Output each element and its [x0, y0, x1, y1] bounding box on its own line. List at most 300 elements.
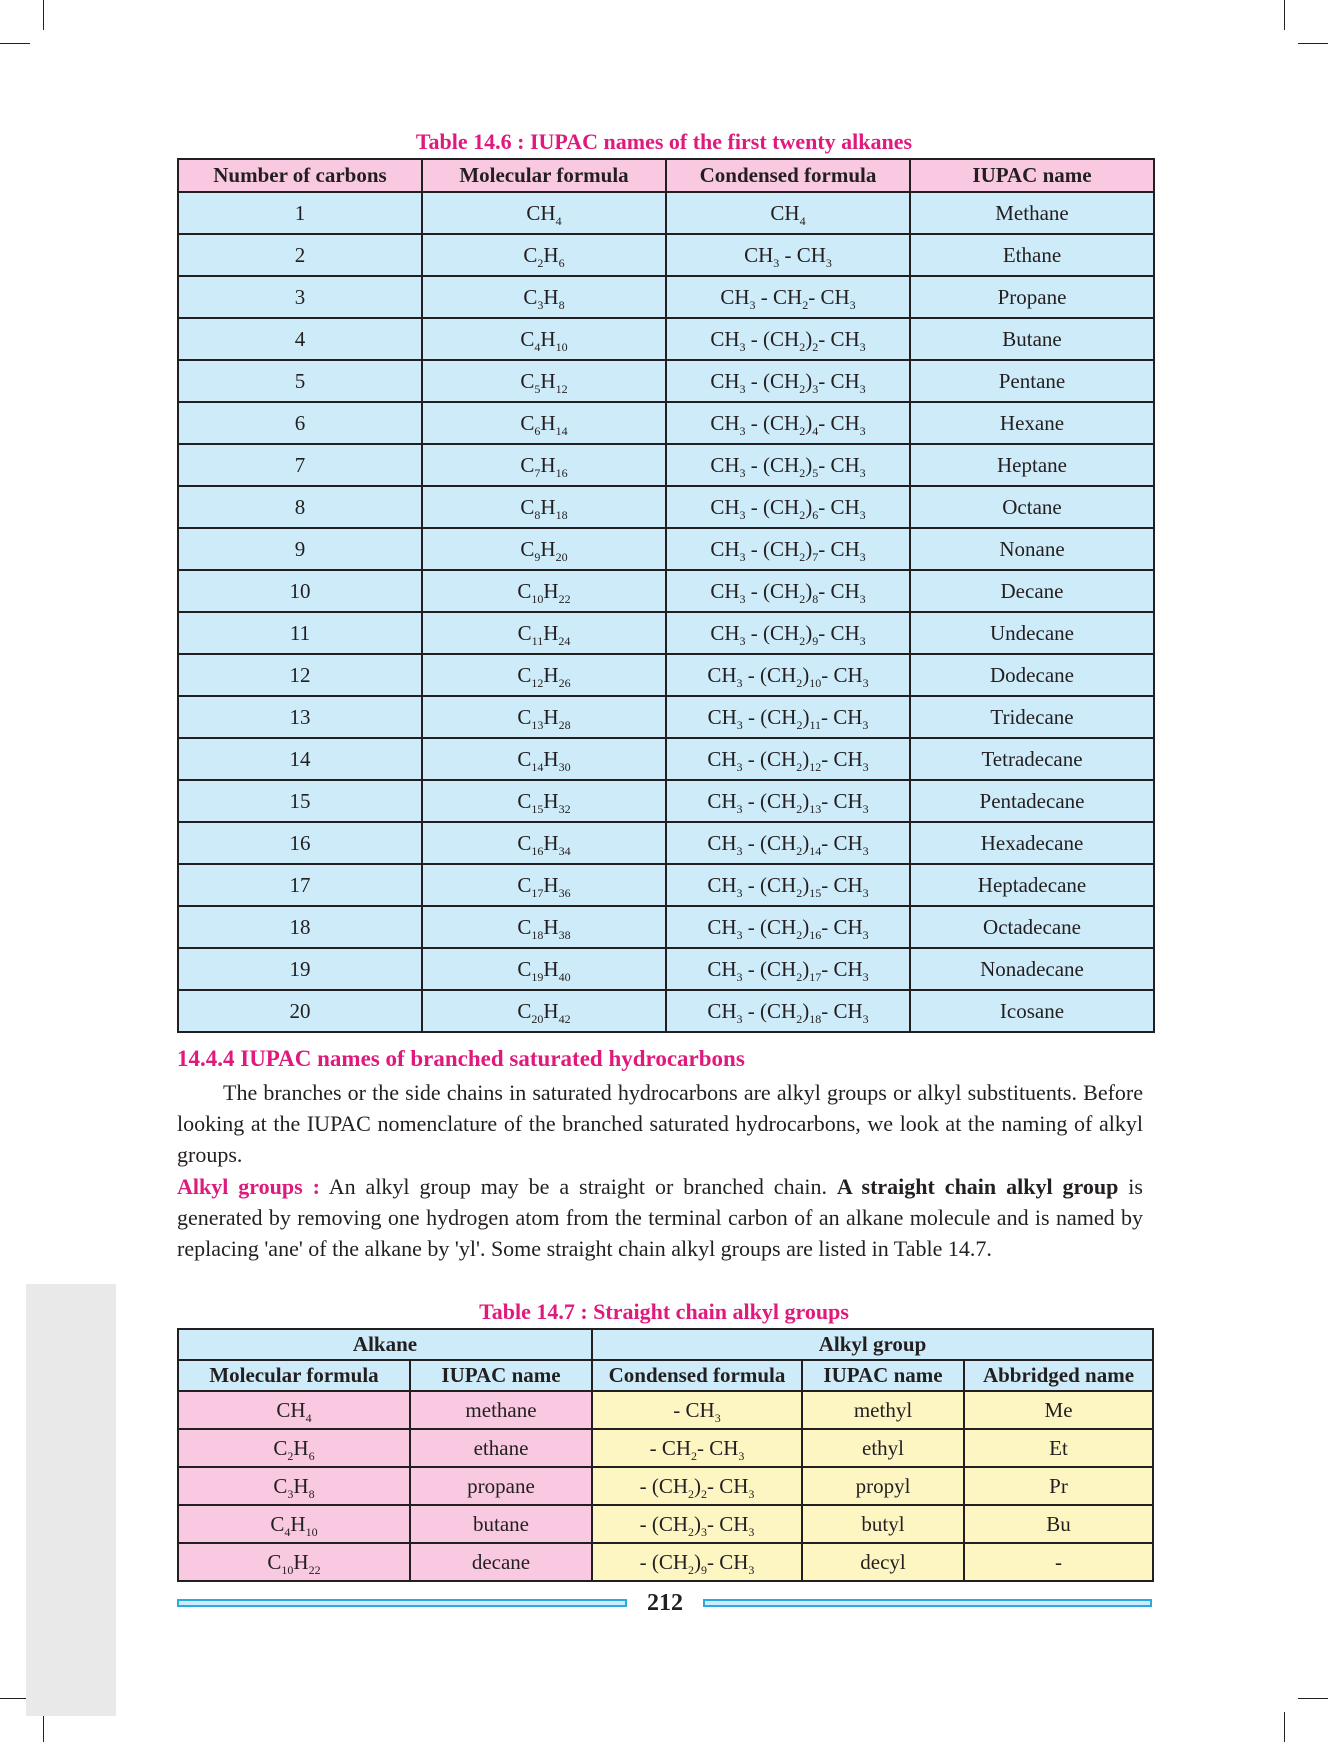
formula-text: )	[802, 704, 810, 729]
formula-text: - (CH	[742, 662, 797, 687]
formula-subscript: 14	[531, 759, 544, 774]
crop-mark	[0, 43, 30, 44]
formula-text: CH	[707, 998, 737, 1023]
formula-subscript: 3	[736, 1011, 743, 1026]
formula-text: C	[520, 326, 535, 351]
formula-text: - CH	[818, 620, 860, 645]
molecular-formula-cell	[422, 318, 666, 360]
table-row	[178, 864, 1154, 906]
table-row	[178, 486, 1154, 528]
table-row	[178, 1543, 1153, 1581]
formula-text: H	[540, 410, 556, 435]
formula-subscript: 3	[862, 927, 869, 942]
iupac-name-cell: Heptane	[910, 444, 1154, 486]
formula-subscript: 13	[531, 717, 544, 732]
formula-text: - (CH	[742, 872, 797, 897]
table-row	[178, 318, 1154, 360]
formula-subscript: 14	[809, 843, 822, 858]
formula-subscript: 6	[812, 507, 819, 522]
formula-text: )	[802, 872, 810, 897]
formula-subscript: 5	[534, 381, 541, 396]
formula-subscript: 40	[558, 969, 571, 984]
formula-subscript: 3	[859, 591, 866, 606]
formula-text: - CH	[673, 1397, 715, 1422]
text-span: An alkyl group may be a straight or branched chain.	[319, 1174, 837, 1199]
formula-subscript: 2	[796, 843, 803, 858]
formula-text: C	[517, 746, 532, 771]
formula-text: - (CH	[745, 410, 800, 435]
formula-subscript: 4	[555, 213, 562, 228]
formula-text: - CH	[755, 284, 803, 309]
formula-text: CH	[707, 914, 737, 939]
crop-mark	[1284, 0, 1285, 30]
formula-subscript: 3	[739, 549, 746, 564]
formula-text: H	[543, 998, 559, 1023]
formula-text: H	[540, 368, 556, 393]
formula-subscript: 2	[799, 507, 806, 522]
formula-subscript: 3	[738, 1448, 745, 1463]
formula-subscript: 10	[809, 675, 822, 690]
formula-text: CH	[276, 1397, 306, 1422]
formula-text: - CH	[707, 1549, 749, 1574]
formula-text: H	[543, 284, 559, 309]
formula-text: - (CH	[745, 452, 800, 477]
iupac-name-cell: Octane	[910, 486, 1154, 528]
formula-subscript: 5	[812, 465, 819, 480]
molecular-formula-cell	[178, 1429, 410, 1467]
formula-subscript: 24	[558, 633, 571, 648]
formula-subscript: 8	[812, 591, 819, 606]
formula-subscript: 2	[701, 1486, 707, 1501]
formula-subscript: 6	[308, 1448, 315, 1463]
condensed-formula-cell	[666, 822, 910, 864]
alkyl-groups-table	[177, 1328, 1154, 1582]
carbon-count-cell: 14	[178, 738, 422, 780]
formula-subscript: 2	[799, 423, 806, 438]
molecular-formula-cell	[422, 948, 666, 990]
molecular-formula-cell	[422, 654, 666, 696]
table-row	[178, 402, 1154, 444]
molecular-formula-cell	[422, 486, 666, 528]
iupac-name-cell: Undecane	[910, 612, 1154, 654]
carbon-count-cell: 3	[178, 276, 422, 318]
formula-subscript: 3	[749, 297, 756, 312]
alkyl-groups-label: Alkyl groups :	[177, 1174, 320, 1199]
formula-text: C	[273, 1473, 288, 1498]
iupac-name-cell: Nonane	[910, 528, 1154, 570]
header-condensed-formula: Condensed formula	[666, 159, 910, 192]
formula-text: - (CH	[742, 956, 797, 981]
formula-text: H	[290, 1511, 306, 1536]
iupac-name-cell: Tridecane	[910, 696, 1154, 738]
formula-text: - CH	[818, 578, 860, 603]
formula-subscript: 2	[796, 1011, 803, 1026]
formula-text: C	[517, 956, 532, 981]
table-row	[178, 654, 1154, 696]
formula-text: - CH	[697, 1435, 739, 1460]
table-row	[178, 276, 1154, 318]
formula-subscript: 2	[688, 1524, 694, 1539]
carbon-count-cell: 15	[178, 780, 422, 822]
formula-text: CH	[707, 662, 737, 687]
formula-text: - (CH	[639, 1511, 688, 1536]
formula-subscript: 4	[799, 213, 806, 228]
table-row	[178, 360, 1154, 402]
carbon-count-cell: 10	[178, 570, 422, 612]
formula-subscript: 9	[534, 549, 541, 564]
formula-subscript: 18	[531, 927, 544, 942]
condensed-formula-cell	[666, 234, 910, 276]
formula-subscript: 6	[534, 423, 541, 438]
formula-subscript: 2	[796, 801, 803, 816]
abbreviated-name-cell: Me	[964, 1391, 1153, 1429]
formula-subscript: 16	[809, 927, 822, 942]
formula-subscript: 9	[701, 1562, 707, 1577]
formula-text: C	[523, 242, 538, 267]
formula-text: H	[543, 578, 559, 603]
formula-subscript: 8	[558, 297, 565, 312]
molecular-formula-cell	[422, 444, 666, 486]
carbon-count-cell: 18	[178, 906, 422, 948]
alkane-name-cell: propane	[410, 1467, 592, 1505]
formula-subscript: 11	[809, 717, 821, 732]
formula-subscript: 3	[736, 969, 743, 984]
alkane-name-cell: decane	[410, 1543, 592, 1581]
condensed-formula-cell	[666, 528, 910, 570]
molecular-formula-cell	[422, 906, 666, 948]
formula-subscript: 42	[558, 1011, 571, 1026]
formula-text: - CH	[821, 746, 863, 771]
formula-text: - (CH	[639, 1549, 688, 1574]
header-molecular-formula: Molecular formula	[422, 159, 666, 192]
formula-text: - CH	[818, 410, 860, 435]
condensed-formula-cell	[666, 738, 910, 780]
carbon-count-cell: 9	[178, 528, 422, 570]
formula-text: - CH	[707, 1511, 749, 1536]
formula-text: )	[694, 1473, 701, 1498]
formula-text: CH	[526, 200, 556, 225]
crop-mark	[1298, 43, 1328, 44]
formula-subscript: 2	[799, 549, 806, 564]
molecular-formula-cell	[422, 528, 666, 570]
formula-subscript: 3	[736, 927, 743, 942]
formula-text: H	[543, 956, 559, 981]
table-row	[178, 906, 1154, 948]
formula-text: CH	[707, 830, 737, 855]
formula-text: - (CH	[742, 746, 797, 771]
iupac-name-cell: Octadecane	[910, 906, 1154, 948]
alkyl-name-cell: butyl	[802, 1505, 964, 1543]
formula-text: )	[805, 620, 813, 645]
formula-text: H	[293, 1473, 309, 1498]
formula-text: CH	[710, 536, 740, 561]
condensed-formula-cell	[666, 654, 910, 696]
formula-subscript: 9	[812, 633, 819, 648]
formula-text: - CH	[818, 536, 860, 561]
formula-text: H	[540, 452, 556, 477]
formula-subscript: 2	[796, 885, 803, 900]
crop-mark	[43, 1712, 44, 1742]
condensed-formula-cell	[666, 486, 910, 528]
formula-text: C	[520, 368, 535, 393]
margin-band	[26, 1284, 116, 1716]
formula-subscript: 14	[555, 423, 568, 438]
formula-text: CH	[710, 326, 740, 351]
formula-subscript: 2	[537, 255, 544, 270]
formula-text: )	[694, 1549, 701, 1574]
molecular-formula-cell	[422, 864, 666, 906]
formula-text: H	[293, 1435, 309, 1460]
formula-subscript: 2	[688, 1486, 694, 1501]
formula-text: )	[805, 536, 813, 561]
formula-subscript: 34	[558, 843, 571, 858]
formula-subscript: 17	[809, 969, 822, 984]
formula-subscript: 3	[859, 339, 866, 354]
molecular-formula-cell	[422, 990, 666, 1032]
formula-text: CH	[744, 242, 774, 267]
table-row	[178, 528, 1154, 570]
formula-subscript: 8	[534, 507, 541, 522]
formula-subscript: 3	[739, 423, 746, 438]
molecular-formula-cell	[422, 402, 666, 444]
table-row	[178, 444, 1154, 486]
molecular-formula-cell	[422, 780, 666, 822]
formula-text: )	[805, 578, 813, 603]
table-row	[178, 990, 1154, 1032]
formula-subscript: 3	[714, 1410, 721, 1425]
formula-text: - (CH	[639, 1473, 688, 1498]
iupac-name-cell: Hexane	[910, 402, 1154, 444]
bold-term: A straight chain alkyl group	[836, 1174, 1119, 1199]
formula-subscript: 2	[799, 465, 806, 480]
carbon-count-cell: 8	[178, 486, 422, 528]
molecular-formula-cell	[422, 696, 666, 738]
condensed-formula-cell	[592, 1467, 802, 1505]
formula-text: C	[517, 914, 532, 939]
abbreviated-name-cell: Bu	[964, 1505, 1153, 1543]
formula-subscript: 19	[531, 969, 544, 984]
formula-subscript: 2	[287, 1448, 294, 1463]
carbon-count-cell: 11	[178, 612, 422, 654]
formula-subscript: 3	[736, 759, 743, 774]
table-row	[178, 1391, 1153, 1429]
carbon-count-cell: 5	[178, 360, 422, 402]
formula-text: - CH	[808, 284, 850, 309]
formula-subscript: 38	[558, 927, 571, 942]
formula-subscript: 20	[555, 549, 568, 564]
formula-text: )	[805, 494, 813, 519]
formula-text: )	[802, 746, 810, 771]
molecular-formula-cell	[422, 360, 666, 402]
formula-text: CH	[710, 410, 740, 435]
formula-subscript: 6	[558, 255, 565, 270]
alkyl-name-cell: ethyl	[802, 1429, 964, 1467]
formula-subscript: 15	[531, 801, 544, 816]
formula-subscript: 3	[701, 1524, 707, 1539]
molecular-formula-cell	[178, 1391, 410, 1429]
formula-subscript: 7	[812, 549, 819, 564]
formula-subscript: 10	[531, 591, 544, 606]
formula-text: )	[805, 452, 813, 477]
formula-text: - CH	[818, 452, 860, 477]
header-condensed-formula: Condensed formula	[592, 1360, 802, 1391]
formula-subscript: 3	[736, 885, 743, 900]
formula-subscript: 12	[809, 759, 822, 774]
formula-text: C	[520, 494, 535, 519]
paragraph-alkyl-groups	[177, 1171, 1143, 1264]
condensed-formula-cell	[666, 318, 910, 360]
formula-text: )	[805, 368, 813, 393]
iupac-name-cell: Nonadecane	[910, 948, 1154, 990]
formula-subscript: 2	[688, 1562, 694, 1577]
table-row	[178, 234, 1154, 276]
formula-text: - (CH	[745, 326, 800, 351]
table-row	[178, 570, 1154, 612]
formula-text: C	[517, 830, 532, 855]
footer-rule-left	[177, 1599, 627, 1607]
condensed-formula-cell	[666, 696, 910, 738]
formula-text: )	[694, 1511, 701, 1536]
formula-subscript: 3	[739, 591, 746, 606]
formula-text: CH	[710, 620, 740, 645]
formula-subscript: 3	[739, 465, 746, 480]
formula-subscript: 3	[748, 1486, 755, 1501]
formula-text: - CH	[821, 956, 863, 981]
formula-text: H	[543, 872, 559, 897]
formula-subscript: 3	[862, 759, 869, 774]
molecular-formula-cell	[422, 822, 666, 864]
formula-text: - (CH	[742, 914, 797, 939]
formula-subscript: 18	[555, 507, 568, 522]
table-row	[178, 696, 1154, 738]
molecular-formula-cell	[178, 1505, 410, 1543]
iupac-name-cell: Propane	[910, 276, 1154, 318]
molecular-formula-cell	[422, 192, 666, 234]
group-header-row	[178, 1329, 1153, 1360]
crop-mark	[1284, 1712, 1285, 1742]
abbreviated-name-cell: Pr	[964, 1467, 1153, 1505]
formula-text: CH	[710, 494, 740, 519]
formula-text: C	[523, 284, 538, 309]
molecular-formula-cell	[422, 612, 666, 654]
formula-text: - CH	[821, 788, 863, 813]
formula-text: )	[802, 998, 810, 1023]
formula-subscript: 2	[799, 591, 806, 606]
formula-text: - CH	[821, 704, 863, 729]
formula-subscript: 3	[748, 1562, 755, 1577]
formula-text: H	[543, 704, 559, 729]
formula-text: - (CH	[742, 998, 797, 1023]
formula-subscript: 28	[558, 717, 571, 732]
condensed-formula-cell	[666, 276, 910, 318]
formula-text: H	[543, 914, 559, 939]
table-header-row	[178, 1360, 1153, 1391]
molecular-formula-cell	[422, 276, 666, 318]
alkanes-table	[177, 158, 1155, 1033]
header-alkyl-group: Alkyl group	[592, 1329, 1153, 1360]
formula-subscript: 4	[812, 423, 819, 438]
table-row	[178, 1467, 1153, 1505]
condensed-formula-cell	[666, 612, 910, 654]
formula-subscript: 22	[308, 1562, 321, 1577]
abbreviated-name-cell: -	[964, 1543, 1153, 1581]
formula-text: )	[802, 788, 810, 813]
formula-text: H	[543, 662, 559, 687]
condensed-formula-cell	[592, 1391, 802, 1429]
formula-subscript: 3	[739, 507, 746, 522]
table-row	[178, 822, 1154, 864]
formula-text: C	[517, 788, 532, 813]
formula-text: H	[543, 788, 559, 813]
table-row	[178, 192, 1154, 234]
formula-text: - CH	[821, 914, 863, 939]
formula-subscript: 3	[773, 255, 780, 270]
formula-subscript: 3	[739, 633, 746, 648]
section-heading: 14.4.4 IUPAC names of branched saturated hydrocarbons	[177, 1046, 745, 1071]
condensed-formula-cell	[666, 192, 910, 234]
formula-subscript: 2	[796, 969, 803, 984]
formula-text: )	[805, 326, 813, 351]
carbon-count-cell: 19	[178, 948, 422, 990]
alkyl-name-cell: decyl	[802, 1543, 964, 1581]
condensed-formula-cell	[666, 444, 910, 486]
formula-text: CH	[707, 746, 737, 771]
formula-subscript: 3	[736, 717, 743, 732]
table-14-7-caption: Table 14.7 : Straight chain alkyl groups	[479, 1299, 849, 1324]
formula-text: - CH	[821, 830, 863, 855]
formula-subscript: 15	[809, 885, 822, 900]
table-row	[178, 738, 1154, 780]
formula-subscript: 13	[809, 801, 822, 816]
formula-text: - (CH	[745, 368, 800, 393]
formula-subscript: 3	[859, 507, 866, 522]
molecular-formula-cell	[422, 570, 666, 612]
formula-text: C	[517, 998, 532, 1023]
formula-subscript: 3	[287, 1486, 294, 1501]
condensed-formula-cell	[666, 990, 910, 1032]
alkyl-name-cell: propyl	[802, 1467, 964, 1505]
iupac-name-cell: Methane	[910, 192, 1154, 234]
carbon-count-cell: 7	[178, 444, 422, 486]
formula-text: C	[520, 452, 535, 477]
formula-subscript: 2	[691, 1448, 697, 1463]
molecular-formula-cell	[422, 234, 666, 276]
formula-subscript: 3	[736, 675, 743, 690]
formula-subscript: 3	[862, 801, 869, 816]
formula-subscript: 10	[555, 339, 568, 354]
formula-subscript: 18	[809, 1011, 822, 1026]
formula-subscript: 8	[308, 1486, 315, 1501]
table-row	[178, 1429, 1153, 1467]
condensed-formula-cell	[666, 570, 910, 612]
condensed-formula-cell	[592, 1429, 802, 1467]
formula-text: CH	[707, 956, 737, 981]
molecular-formula-cell	[178, 1543, 410, 1581]
formula-text: CH	[710, 578, 740, 603]
formula-subscript: 12	[555, 381, 568, 396]
formula-text: - CH	[821, 872, 863, 897]
iupac-name-cell: Butane	[910, 318, 1154, 360]
formula-subscript: 3	[748, 1524, 755, 1539]
condensed-formula-cell	[666, 402, 910, 444]
formula-subscript: 3	[862, 1011, 869, 1026]
formula-subscript: 3	[849, 297, 856, 312]
formula-text: H	[293, 1549, 309, 1574]
formula-text: C	[517, 872, 532, 897]
formula-subscript: 20	[531, 1011, 544, 1026]
formula-text: C	[517, 620, 532, 645]
carbon-count-cell: 12	[178, 654, 422, 696]
